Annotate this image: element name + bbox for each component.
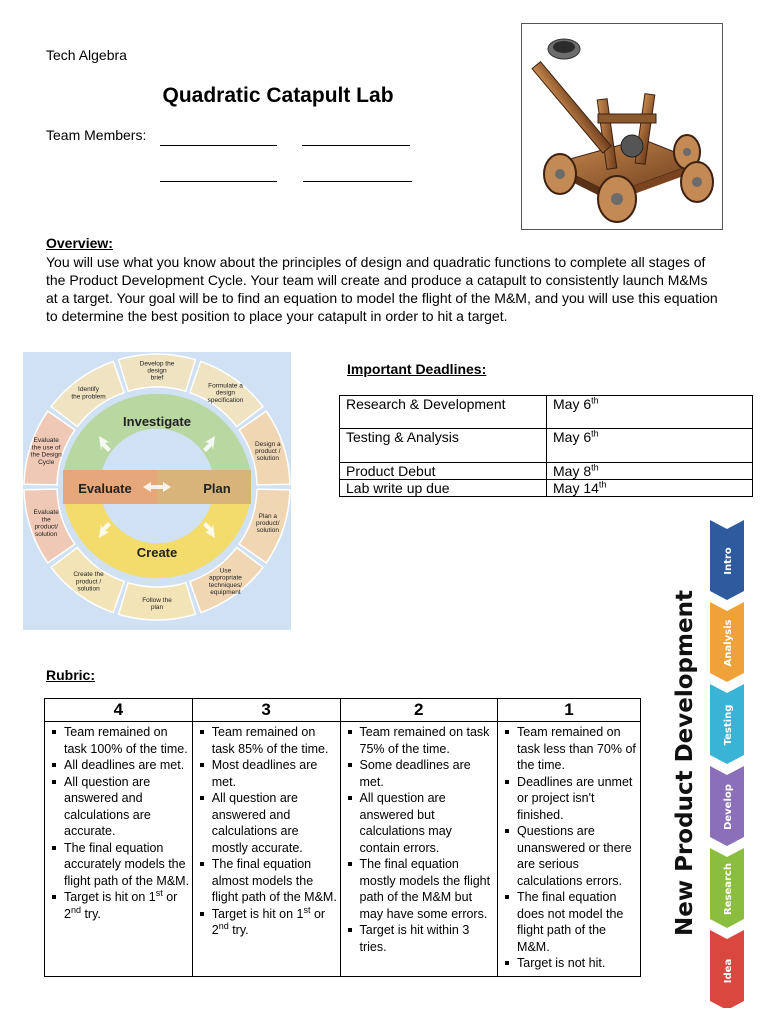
design-cycle-segment-label: Identify the problem <box>71 386 106 401</box>
rubric-criterion: All question are answered but calculations may contain errors. <box>360 790 496 856</box>
design-cycle-segment-label: Evaluate the product/ solution <box>33 509 59 538</box>
rubric-criterion: The final equation does not model the flight path of the M&M. <box>517 889 638 955</box>
rubric-criterion: Most deadlines are met. <box>212 757 338 790</box>
rubric-criterion: All question are answered and calculations are mostly accurate. <box>212 790 338 856</box>
stage-investigate: Investigate <box>123 414 191 429</box>
deadline-date: May 8th <box>547 463 753 480</box>
deadline-row <box>340 429 753 463</box>
rubric-criterion: Some deadlines are met. <box>360 757 496 790</box>
rubric-criterion: Target is hit within 3 tries. <box>360 922 496 955</box>
npd-stage-label: Research <box>723 863 734 915</box>
npd-stage-label: Testing <box>723 704 734 746</box>
rubric-cell <box>340 722 498 977</box>
design-cycle-segment-label: Design a product / solution <box>254 440 281 463</box>
rubric-cell <box>498 722 641 977</box>
rubric-criterion: Team remained on task 75% of the time. <box>360 724 496 757</box>
stage-create: Create <box>136 545 178 560</box>
deadlines-heading: Important Deadlines: <box>347 361 487 377</box>
stage-evaluate: Evaluate <box>78 481 132 496</box>
deadline-item: Testing & Analysis <box>340 429 547 463</box>
rubric-criterion: The final equation mostly models the flight path of the M&M but may have some errors. <box>360 856 496 922</box>
deadline-date: May 14th <box>547 480 753 497</box>
rubric-cell <box>192 722 340 977</box>
rubric-criterion: Team remained on task 85% of the time. <box>212 724 338 757</box>
rubric-criterion: The final equation almost models the flight path of the M&M. <box>211 857 337 904</box>
deadline-row <box>340 463 753 480</box>
rubric-criterion: Team remained on task less than 70% of the time. <box>517 724 638 774</box>
design-cycle-svg <box>23 352 291 630</box>
design-cycle-diagram <box>23 352 291 630</box>
overview-heading: Overview: <box>46 235 113 251</box>
rubric-score-header: 2 <box>340 699 498 722</box>
team-member-line[interactable] <box>160 181 277 182</box>
npd-stage-label: Develop <box>723 784 734 830</box>
rubric-score-header: 1 <box>498 699 641 722</box>
catapult-illustration <box>522 24 722 229</box>
rubric-heading: Rubric: <box>46 667 95 683</box>
rubric-criterion: All question are answered and calculations are accurate. <box>64 774 190 840</box>
deadlines-table <box>339 395 753 497</box>
team-member-line[interactable] <box>160 145 277 146</box>
team-members-label: Team Members: <box>46 127 147 143</box>
design-cycle-segment-label: Follow the plan <box>142 596 172 612</box>
rubric-criterion: Questions are unanswered or there are serious calculations errors. <box>517 823 638 889</box>
design-cycle-segment-label: Use appropriate techniques/ equipment <box>208 567 243 597</box>
team-member-line[interactable] <box>303 181 412 182</box>
deadline-row <box>340 480 753 497</box>
npd-svg <box>662 518 768 1008</box>
rubric-cell <box>45 722 193 977</box>
design-cycle-segment-label: Evaluate the use of the Design Cycle <box>30 437 62 466</box>
design-cycle-segment-label: Formulate a design specification <box>207 382 244 404</box>
overview-text: You will use what you know about the principles of design and quadratic functions to complete all stages of the Product Development Cycle. Your team will create and produce a catapult to consistently launch M&Ms at a target. Your goal will be to find an equation to model the flight of the M&M, and you will use this equation to determine the best position to place your catapult in order to hit a target. <box>46 254 718 324</box>
stage-plan: Plan <box>203 481 231 496</box>
npd-stage-label: Intro <box>723 547 734 575</box>
rubric-score-header: 4 <box>45 699 193 722</box>
deadline-date: May 6th <box>547 396 753 429</box>
design-cycle-segment-label: Plan a product/ solution <box>256 512 280 535</box>
deadline-row <box>340 396 753 429</box>
npd-stage-label: Idea <box>723 958 734 984</box>
page-title: Quadratic Catapult Lab <box>162 84 394 107</box>
catapult-photo <box>521 23 723 230</box>
deadline-item: Lab write up due <box>340 480 547 497</box>
design-cycle-segment-label: Create the product / solution <box>73 571 104 593</box>
rubric-criterion: Deadlines are unmet or project isn't finished. <box>517 774 638 824</box>
design-cycle-segment-label: Develop the design brief <box>139 360 175 382</box>
npd-title: New Product Development <box>672 590 698 936</box>
rubric-criterion: All deadlines are met. <box>64 757 190 774</box>
rubric-criterion: Target is hit on 1st or 2nd try. <box>212 906 338 939</box>
rubric-table <box>44 698 641 977</box>
deadline-item: Product Debut <box>340 463 547 480</box>
rubric-criterion: Team remained on task 100% of the time. <box>64 724 190 757</box>
rubric-criterion: Target is not hit. <box>517 955 638 972</box>
npd-stage-label: Analysis <box>723 619 734 667</box>
rubric-score-header: 3 <box>192 699 340 722</box>
deadline-item: Research & Development <box>340 396 547 429</box>
rubric-criterion: The final equation accurately models the flight path of the M&M. <box>64 840 190 888</box>
course-name: Tech Algebra <box>46 47 127 63</box>
rubric-criterion: Target is hit on 1st or 2nd try. <box>64 889 190 922</box>
deadline-date: May 6th <box>547 429 753 463</box>
new-product-development-graphic <box>662 518 768 1008</box>
team-member-line[interactable] <box>302 145 410 146</box>
